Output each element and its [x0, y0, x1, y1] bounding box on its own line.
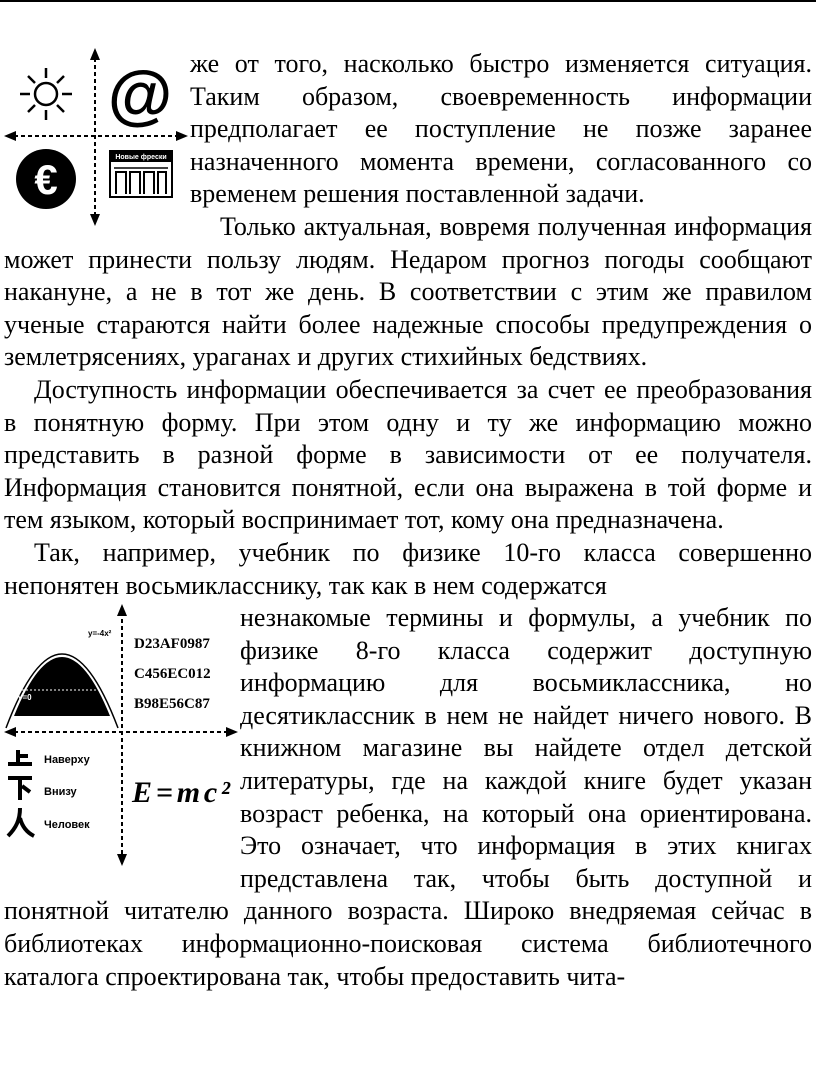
glyph-up-label: Наверху: [44, 754, 90, 767]
top-border-line: [0, 0, 816, 2]
formula-emc2: E=mc²: [132, 776, 230, 810]
figure-info-icons-svg: [0, 44, 190, 228]
euro-symbol: €: [34, 156, 58, 203]
newspaper-icon: [110, 151, 172, 197]
parabola-label-top: y=-4x²: [88, 629, 112, 639]
hex-code-1: D23AF0987: [134, 636, 210, 653]
paragraph-3: Доступность информации обеспечивается за счет ее преобразования в понятную форму. При этом одну и ту же информацию можно представить в разной форме в зависимости от ее получателя. Информация становится понятной, если она выражена в той форме и тем языком, который воспринимает тот, кому она предназначена.: [4, 374, 812, 535]
sun-icon: [20, 68, 72, 120]
paragraph-1: же от того, насколько быстро изменяется ситуация. Таким образом, своевременность информации предполагает ее поступление не позже заранее назначенного момента времени, согласованного со временем решения поставленной задачи.: [190, 49, 812, 209]
at-sign-icon: @: [107, 57, 173, 131]
figure-info-icons: [0, 44, 190, 228]
hex-code-2: C456EC012: [134, 666, 211, 683]
figure-info-forms: [0, 604, 240, 866]
glyph-up-icon: [8, 750, 32, 764]
paragraph-2: Только актуальная, вовремя полученная информация может принести пользу людям. Недаром прогноз погоды сообщают накануне, а не в тот же день. В соответствии с этим же правилом ученые стараются найти более надежные способы предупреждения о землетрясениях, ураганах и других стихийных бедствиях.: [4, 211, 812, 372]
parabola-label-left: y=0: [18, 693, 32, 703]
hex-code-3: B98E56C87: [134, 696, 210, 713]
glyph-down-label: Внизу: [44, 786, 77, 799]
euro-icon: [16, 149, 76, 209]
paragraph-4: Так, например, учебник по физике 10-го класса совершенно непонятен восьмикласснику, так как в нем содержатся: [4, 537, 812, 600]
page-body: [4, 48, 812, 993]
glyph-person-icon: [8, 808, 34, 836]
glyph-person-label: Человек: [44, 819, 90, 832]
parabola-graph: [6, 629, 118, 728]
glyph-down-icon: [8, 778, 32, 800]
newspaper-label: Новые фрески: [115, 154, 167, 161]
figure-info-forms-svg: [0, 604, 240, 866]
paragraph-5: незнакомые термины и формулы, а учебник по физике 8-го класса содержит доступную информацию для восьмиклассника, но десятиклассник в нем не найдет ничего нового. В книжном магазине вы найдете отдел детской литературы, где на каждой книге будет указан возраст ребенка, на который она ориентирована. Это означает, что информация в этих книгах представлена так, чтобы быть доступной и понятной читателю данного возраста. Широко внедряемая сейчас в библиотеках информационно-поисковая система библиотечного каталога спроектирована так, чтобы предоставить чита-: [4, 603, 812, 991]
